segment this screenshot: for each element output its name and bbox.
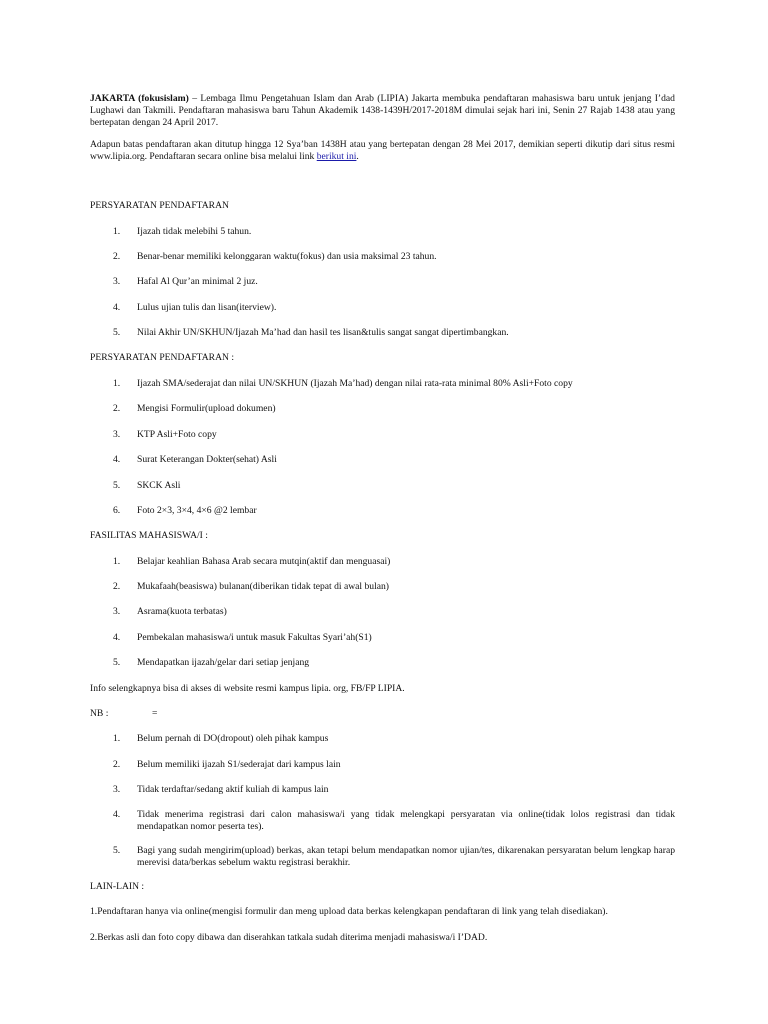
registration-link[interactable]: berikut ini [316, 151, 357, 162]
list-text: Mukafaah(beasiswa) bulanan(diberikan tidak tepat di awal bulan) [137, 581, 390, 592]
list-text: KTP Asli+Foto copy [137, 429, 217, 440]
list-text: Foto 2×3, 3×4, 4×6 @2 lembar [137, 505, 257, 516]
section-title-fasilitas: FASILITAS MAHASISWA/I : [90, 530, 208, 541]
deadline-text: Adapun batas pendaftaran akan ditutup hingga 12 Sya’ban 1438H atau yang bertepatan dengan 28 Mei 2017, demikian seperti dikutip dari situs resmi www.lipia.org. Pendaftaran secara online bisa melalui link [90, 139, 675, 162]
section-title-persyaratan: PERSYARATAN PENDAFTARAN [90, 200, 229, 211]
list-text: Tidak terdaftar/sedang aktif kuliah di kampus lain [137, 784, 329, 795]
list-number: 1. [113, 378, 121, 389]
deadline-paragraph [90, 139, 675, 163]
intro-lead-text: – Lembaga Ilmu Pengetahuan Islam dan Arab (LIPIA) Jakarta membuka pendaftaran mahasiswa baru untuk jenjang I’dad Lughawi dan Takmili. Pendaftaran mahasiswa baru Tahun Akademik 1438-1439H/2017-2018M dimulai sejak hari ini, Senin 27 Rajab 1438 atau yang bertepatan dengan 24 April 2017. [90, 93, 675, 128]
list-number: 3. [113, 276, 121, 287]
intro-paragraph [90, 93, 675, 129]
list-text: Belajar keahlian Bahasa Arab secara mutqin(aktif dan menguasai) [137, 556, 391, 567]
list-text: Lulus ujian tulis dan lisan(iterview). [137, 302, 277, 313]
list-text: Bagi yang sudah mengirim(upload) berkas, akan tetapi belum mendapatkan nomor ujian/tes, dikarenakan persyaratan belum lengkap harap merevisi data/berkas sebelum waktu registrasi berakhir. [137, 845, 675, 868]
deadline-tail: . [356, 151, 359, 162]
list-number: 3. [113, 784, 121, 795]
list-text: Mendapatkan ijazah/gelar dari setiap jenjang [137, 657, 310, 668]
nb-equals: = [152, 708, 158, 719]
list-number: 2. [113, 581, 121, 592]
list-text: Mengisi Formulir(upload dokumen) [137, 403, 276, 414]
lain-line-2: 2.Berkas asli dan foto copy dibawa dan diserahkan tatkala sudah diterima menjadi mahasiswa/i I’DAD. [90, 932, 488, 943]
lain-line-1: 1.Pendaftaran hanya via online(mengisi formulir dan meng upload data berkas kelengkapan pendaftaran di link yang telah disediakan). [90, 906, 608, 917]
nb-label: NB : [90, 708, 109, 719]
list-number: 4. [113, 454, 121, 465]
list-number: 4. [113, 302, 121, 313]
section-title-lain-lain: LAIN-LAIN : [90, 881, 145, 892]
list-text: SKCK Asli [137, 480, 181, 491]
list-text: Belum memiliki ijazah S1/sederajat dari kampus lain [137, 759, 341, 770]
list-number: 5. [113, 480, 121, 491]
list-text: Benar-benar memiliki kelonggaran waktu(fokus) dan usia maksimal 23 tahun. [137, 251, 437, 262]
list-text: Tidak menerima registrasi dari calon mahasiswa/i yang tidak melengkapi persyaratan via online(tidak lolos registrasi dan tidak mendapatkan nomor peserta tes). [137, 809, 675, 832]
list-number: 2. [113, 759, 121, 770]
list-text: Ijazah tidak melebihi 5 tahun. [137, 226, 252, 237]
list-text: Hafal Al Qur’an minimal 2 juz. [137, 276, 258, 287]
list-number: 5. [113, 657, 121, 668]
list-number: 1. [113, 556, 121, 567]
list-number: 1. [113, 733, 121, 744]
list-number: 3. [113, 606, 121, 617]
intro-location-label: JAKARTA (fokusislam) [90, 93, 189, 104]
list-text: Surat Keterangan Dokter(sehat) Asli [137, 454, 277, 465]
list-number: 4. [113, 632, 121, 643]
section-title-persyaratan-2: PERSYARATAN PENDAFTARAN : [90, 352, 234, 363]
list-text: Nilai Akhir UN/SKHUN/Ijazah Ma’had dan hasil tes lisan&tulis sangat sangat dipertimbangkan. [137, 327, 509, 338]
list-text: Pembekalan mahasiswa/i untuk masuk Fakultas Syari’ah(S1) [137, 632, 372, 643]
list-number: 2. [113, 403, 121, 414]
list-number: 3. [113, 429, 121, 440]
list-number: 5. [113, 845, 121, 856]
list-text: Belum pernah di DO(dropout) oleh pihak kampus [137, 733, 329, 744]
list-number: 2. [113, 251, 121, 262]
list-number: 5. [113, 327, 121, 338]
info-line: Info selengkapnya bisa di akses di website resmi kampus lipia. org, FB/FP LIPIA. [90, 683, 405, 694]
list-number: 4. [113, 809, 121, 820]
list-text: Ijazah SMA/sederajat dan nilai UN/SKHUN (Ijazah Ma’had) dengan nilai rata-rata minimal 80% Asli+Foto copy [137, 378, 573, 389]
list-number: 6. [113, 505, 121, 516]
list-number: 1. [113, 226, 121, 237]
list-text: Asrama(kuota terbatas) [137, 606, 227, 617]
